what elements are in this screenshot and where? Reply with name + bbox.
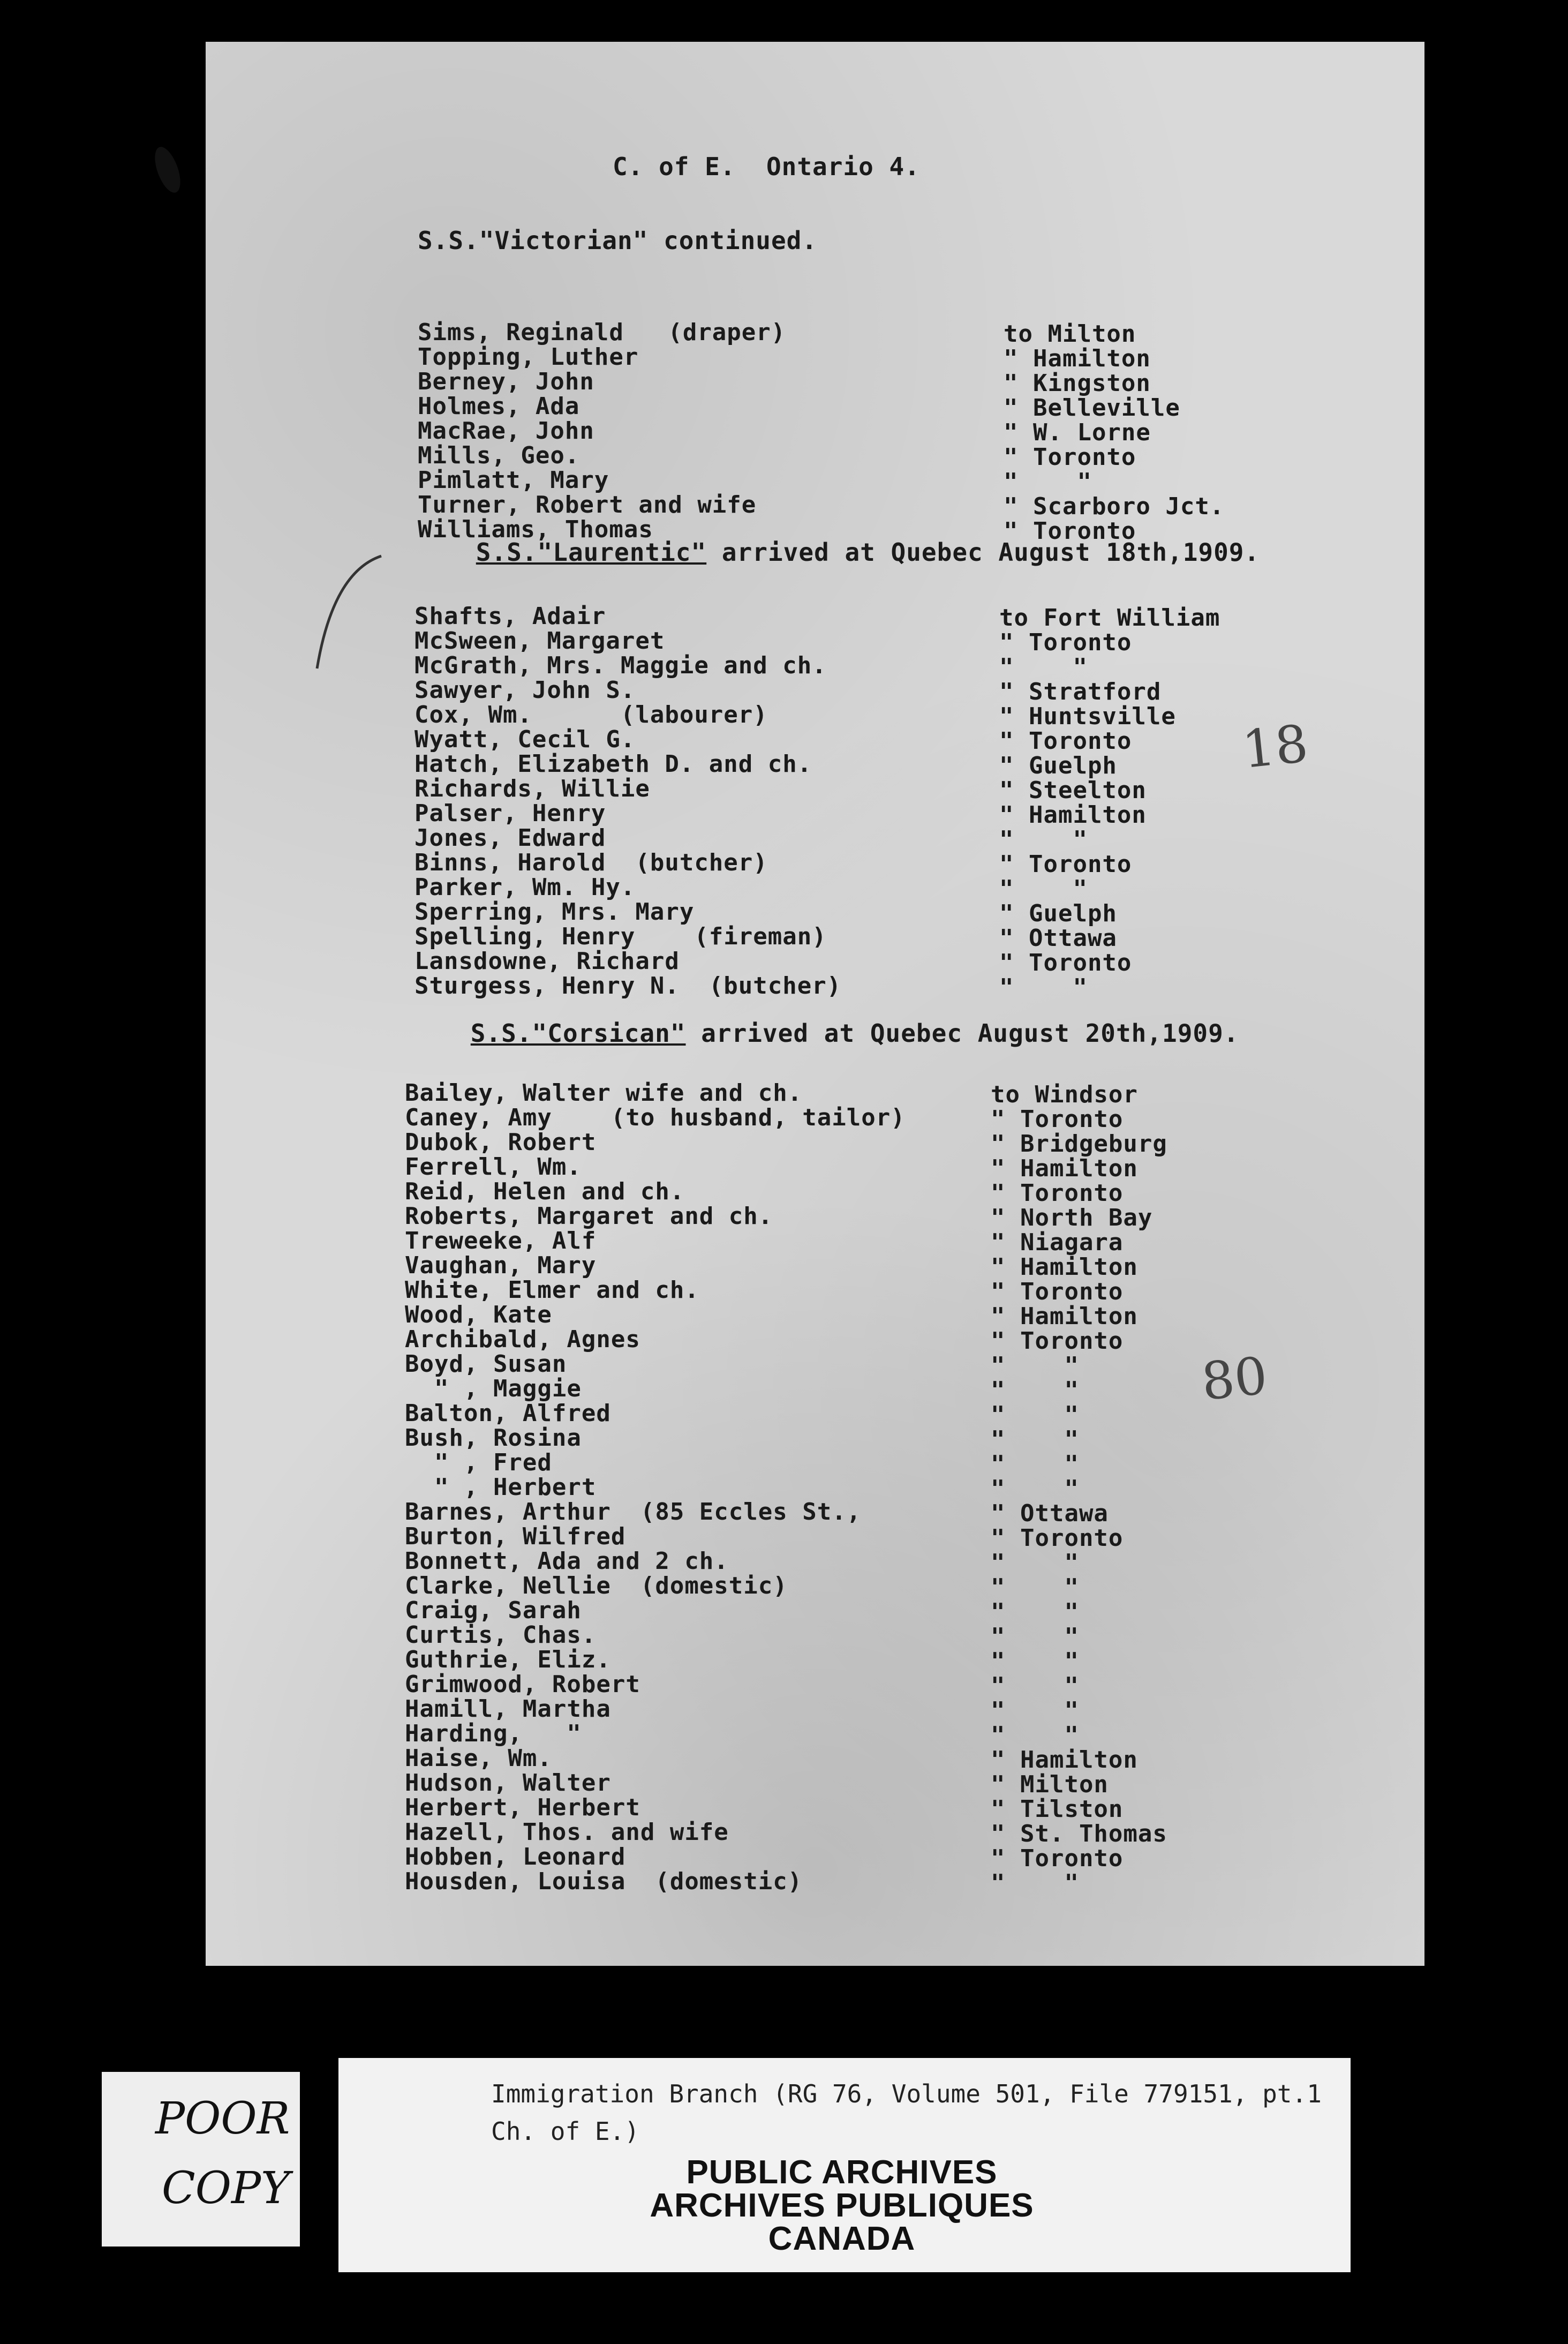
passenger-name: Hudson, Walter bbox=[405, 1769, 611, 1797]
passenger-name: Berney, John bbox=[418, 368, 594, 395]
passenger-destination: to Fort William bbox=[999, 604, 1220, 632]
archives-line1: PUBLIC ARCHIVES bbox=[686, 2154, 998, 2191]
passenger-name: Wood, Kate bbox=[405, 1301, 552, 1328]
passenger-name: Topping, Luther bbox=[418, 343, 639, 371]
passenger-destination: " Toronto bbox=[991, 1524, 1124, 1552]
archives-line3: CANADA bbox=[768, 2220, 916, 2257]
passenger-destination: " Toronto bbox=[991, 1179, 1124, 1207]
passenger-destination: " Toronto bbox=[1004, 444, 1136, 471]
passenger-destination: " Hamilton bbox=[999, 801, 1147, 829]
passenger-name: Shafts, Adair bbox=[414, 603, 606, 630]
passenger-name: Archibald, Agnes bbox=[405, 1326, 640, 1353]
passenger-name: Boyd, Susan bbox=[405, 1350, 567, 1378]
passenger-name: Sperring, Mrs. Mary bbox=[414, 898, 695, 926]
arrival-text: arrived at Quebec August 20th,1909. bbox=[685, 1019, 1239, 1048]
ink-blot bbox=[150, 144, 185, 196]
passenger-name: Bailey, Walter wife and ch. bbox=[405, 1079, 803, 1107]
poor-copy-line2: COPY bbox=[162, 2163, 290, 2214]
passenger-name: Hazell, Thos. and wife bbox=[405, 1819, 729, 1846]
passenger-destination: " " bbox=[991, 1401, 1079, 1429]
passenger-destination: " " bbox=[999, 826, 1088, 853]
passenger-destination: " " bbox=[991, 1672, 1079, 1700]
archive-reference-line1: Immigration Branch (RG 76, Volume 501, File 779151, pt.1 bbox=[491, 2079, 1322, 2108]
passenger-destination: " Toronto bbox=[1004, 517, 1136, 545]
passenger-destination: " Kingston bbox=[1004, 370, 1151, 397]
passenger-name: Williams, Thomas bbox=[418, 516, 653, 543]
passenger-name: Wyatt, Cecil G. bbox=[414, 726, 636, 753]
passenger-name: Hatch, Elizabeth D. and ch. bbox=[414, 750, 812, 778]
passenger-destination: " " bbox=[991, 1697, 1079, 1724]
passenger-destination: " Huntsville bbox=[999, 703, 1176, 730]
passenger-destination: to Windsor bbox=[991, 1081, 1138, 1108]
page-header: C. of E. Ontario 4. bbox=[613, 152, 920, 181]
passenger-destination: " " bbox=[991, 1377, 1079, 1404]
passenger-name: Curtis, Chas. bbox=[405, 1621, 597, 1649]
passenger-name: Craig, Sarah bbox=[405, 1597, 582, 1624]
passenger-destination: " Toronto bbox=[999, 949, 1132, 976]
passenger-destination: " Stratford bbox=[999, 678, 1162, 705]
passenger-name: Burton, Wilfred bbox=[405, 1523, 626, 1550]
archive-reference-label bbox=[338, 2058, 1351, 2272]
passenger-destination: " Toronto bbox=[991, 1278, 1124, 1305]
document-page bbox=[206, 42, 1424, 1966]
passenger-destination: " " bbox=[991, 1549, 1079, 1576]
passenger-destination: " Guelph bbox=[999, 900, 1117, 927]
passenger-name: " , Herbert bbox=[405, 1474, 597, 1501]
passenger-destination: " " bbox=[991, 1451, 1079, 1478]
passenger-name: Holmes, Ada bbox=[418, 393, 580, 420]
passenger-name: Caney, Amy (to husband, tailor) bbox=[405, 1104, 906, 1131]
passenger-destination: " Milton bbox=[991, 1771, 1109, 1798]
passenger-destination: " Toronto bbox=[999, 727, 1132, 755]
passenger-name: Bush, Rosina bbox=[405, 1424, 582, 1452]
passenger-name: Balton, Alfred bbox=[405, 1400, 611, 1427]
passenger-name: Grimwood, Robert bbox=[405, 1671, 640, 1698]
passenger-destination: " Hamilton bbox=[991, 1155, 1138, 1182]
passenger-name: Reid, Helen and ch. bbox=[405, 1178, 685, 1205]
pencil-bracket-mark bbox=[285, 545, 403, 685]
passenger-name: Haise, Wm. bbox=[405, 1745, 552, 1772]
passenger-name: Clarke, Nellie (domestic) bbox=[405, 1572, 788, 1599]
passenger-name: Richards, Willie bbox=[414, 775, 650, 802]
passenger-name: Treweeke, Alf bbox=[405, 1227, 597, 1254]
passenger-name: Mills, Geo. bbox=[418, 442, 580, 469]
passenger-destination: " " bbox=[1004, 468, 1092, 495]
passenger-destination: " Hamilton bbox=[1004, 345, 1151, 372]
passenger-destination: " Niagara bbox=[991, 1229, 1124, 1256]
passenger-name: Barnes, Arthur (85 Eccles St., bbox=[405, 1498, 862, 1526]
passenger-name: Vaughan, Mary bbox=[405, 1252, 597, 1279]
passenger-name: Dubok, Robert bbox=[405, 1129, 597, 1156]
passenger-destination: " Guelph bbox=[999, 752, 1117, 779]
passenger-name: Harding, " bbox=[405, 1720, 582, 1747]
passenger-name: Bonnett, Ada and 2 ch. bbox=[405, 1547, 729, 1575]
passenger-name: Binns, Harold (butcher) bbox=[414, 849, 768, 876]
passenger-destination: " Hamilton bbox=[991, 1746, 1138, 1774]
passenger-destination: " North Bay bbox=[991, 1204, 1153, 1231]
passenger-destination: " Hamilton bbox=[991, 1253, 1138, 1281]
ship-name: S.S."Laurentic" bbox=[476, 538, 707, 567]
passenger-name: Turner, Robert and wife bbox=[418, 491, 757, 519]
passenger-destination: " " bbox=[991, 1352, 1079, 1379]
passenger-destination: to Milton bbox=[1004, 320, 1136, 348]
passenger-destination: " St. Thomas bbox=[991, 1820, 1167, 1847]
passenger-name: " , Fred bbox=[405, 1449, 552, 1476]
passenger-destination: " Hamilton bbox=[991, 1303, 1138, 1330]
passenger-name: Parker, Wm. Hy. bbox=[414, 874, 636, 901]
passenger-destination: " " bbox=[999, 974, 1088, 1001]
passenger-destination: " " bbox=[991, 1475, 1079, 1502]
passenger-destination: " Tilston bbox=[991, 1795, 1124, 1823]
passenger-name: Sawyer, John S. bbox=[414, 677, 636, 704]
passenger-destination: " " bbox=[991, 1869, 1079, 1897]
passenger-name: White, Elmer and ch. bbox=[405, 1276, 699, 1304]
passenger-name: Hamill, Martha bbox=[405, 1695, 611, 1723]
passenger-name: MacRae, John bbox=[418, 417, 594, 445]
passenger-name: Lansdowne, Richard bbox=[414, 948, 680, 975]
arrival-text: arrived at Quebec August 18th,1909. bbox=[706, 538, 1260, 567]
passenger-destination: " " bbox=[991, 1648, 1079, 1675]
passenger-destination: " Steelton bbox=[999, 777, 1147, 804]
passenger-name: Roberts, Margaret and ch. bbox=[405, 1203, 773, 1230]
passenger-name: Hobben, Leonard bbox=[405, 1843, 626, 1870]
passenger-destination: " " bbox=[991, 1722, 1079, 1749]
ship-name: S.S."Corsican" bbox=[470, 1019, 686, 1048]
passenger-name: Sturgess, Henry N. (butcher) bbox=[414, 972, 842, 1000]
passenger-destination: " " bbox=[999, 653, 1088, 681]
passenger-destination: " Toronto bbox=[991, 1106, 1124, 1133]
handwritten-count-corsican: 80 bbox=[1198, 1345, 1270, 1413]
passenger-destination: " " bbox=[991, 1426, 1079, 1453]
passenger-destination: " Bridgeburg bbox=[991, 1130, 1167, 1158]
passenger-destination: " Belleville bbox=[1004, 394, 1180, 422]
passenger-name: Guthrie, Eliz. bbox=[405, 1646, 611, 1673]
passenger-name: Pimlatt, Mary bbox=[418, 467, 609, 494]
passenger-name: Spelling, Henry (fireman) bbox=[414, 923, 827, 950]
passenger-destination: " W. Lorne bbox=[1004, 419, 1151, 446]
passenger-name: Sims, Reginald (draper) bbox=[418, 319, 786, 346]
passenger-destination: " " bbox=[991, 1598, 1079, 1626]
passenger-name: Ferrell, Wm. bbox=[405, 1153, 582, 1181]
passenger-name: Jones, Edward bbox=[414, 824, 606, 852]
archives-line2: ARCHIVES PUBLIQUES bbox=[650, 2187, 1034, 2224]
passenger-destination: " Toronto bbox=[991, 1845, 1124, 1872]
archive-reference-line2: Ch. of E.) bbox=[491, 2117, 639, 2146]
poor-copy-stamp bbox=[102, 2072, 300, 2247]
section-heading-victorian: S.S."Victorian" continued. bbox=[418, 226, 818, 255]
passenger-destination: " Ottawa bbox=[991, 1500, 1109, 1527]
passenger-destination: " " bbox=[991, 1623, 1079, 1650]
passenger-destination: " Ottawa bbox=[999, 925, 1117, 952]
passenger-destination: " " bbox=[999, 875, 1088, 903]
handwritten-count-laurentic: 18 bbox=[1239, 713, 1311, 780]
passenger-destination: " Toronto bbox=[999, 851, 1132, 878]
passenger-name: McSween, Margaret bbox=[414, 627, 665, 655]
passenger-name: " , Maggie bbox=[405, 1375, 582, 1402]
passenger-destination: " " bbox=[991, 1574, 1079, 1601]
passenger-name: Palser, Henry bbox=[414, 800, 606, 827]
passenger-destination: " Toronto bbox=[991, 1327, 1124, 1355]
section-heading-laurentic bbox=[414, 515, 1260, 589]
passenger-destination: " Toronto bbox=[999, 629, 1132, 656]
passenger-name: McGrath, Mrs. Maggie and ch. bbox=[414, 652, 827, 679]
passenger-name: Cox, Wm. (labourer) bbox=[414, 701, 768, 728]
passenger-destination: " Scarboro Jct. bbox=[1004, 493, 1225, 520]
section-heading-corsican bbox=[409, 996, 1239, 1070]
passenger-name: Herbert, Herbert bbox=[405, 1794, 640, 1821]
poor-copy-line1: POOR bbox=[155, 2093, 290, 2144]
passenger-name: Housden, Louisa (domestic) bbox=[405, 1868, 803, 1895]
